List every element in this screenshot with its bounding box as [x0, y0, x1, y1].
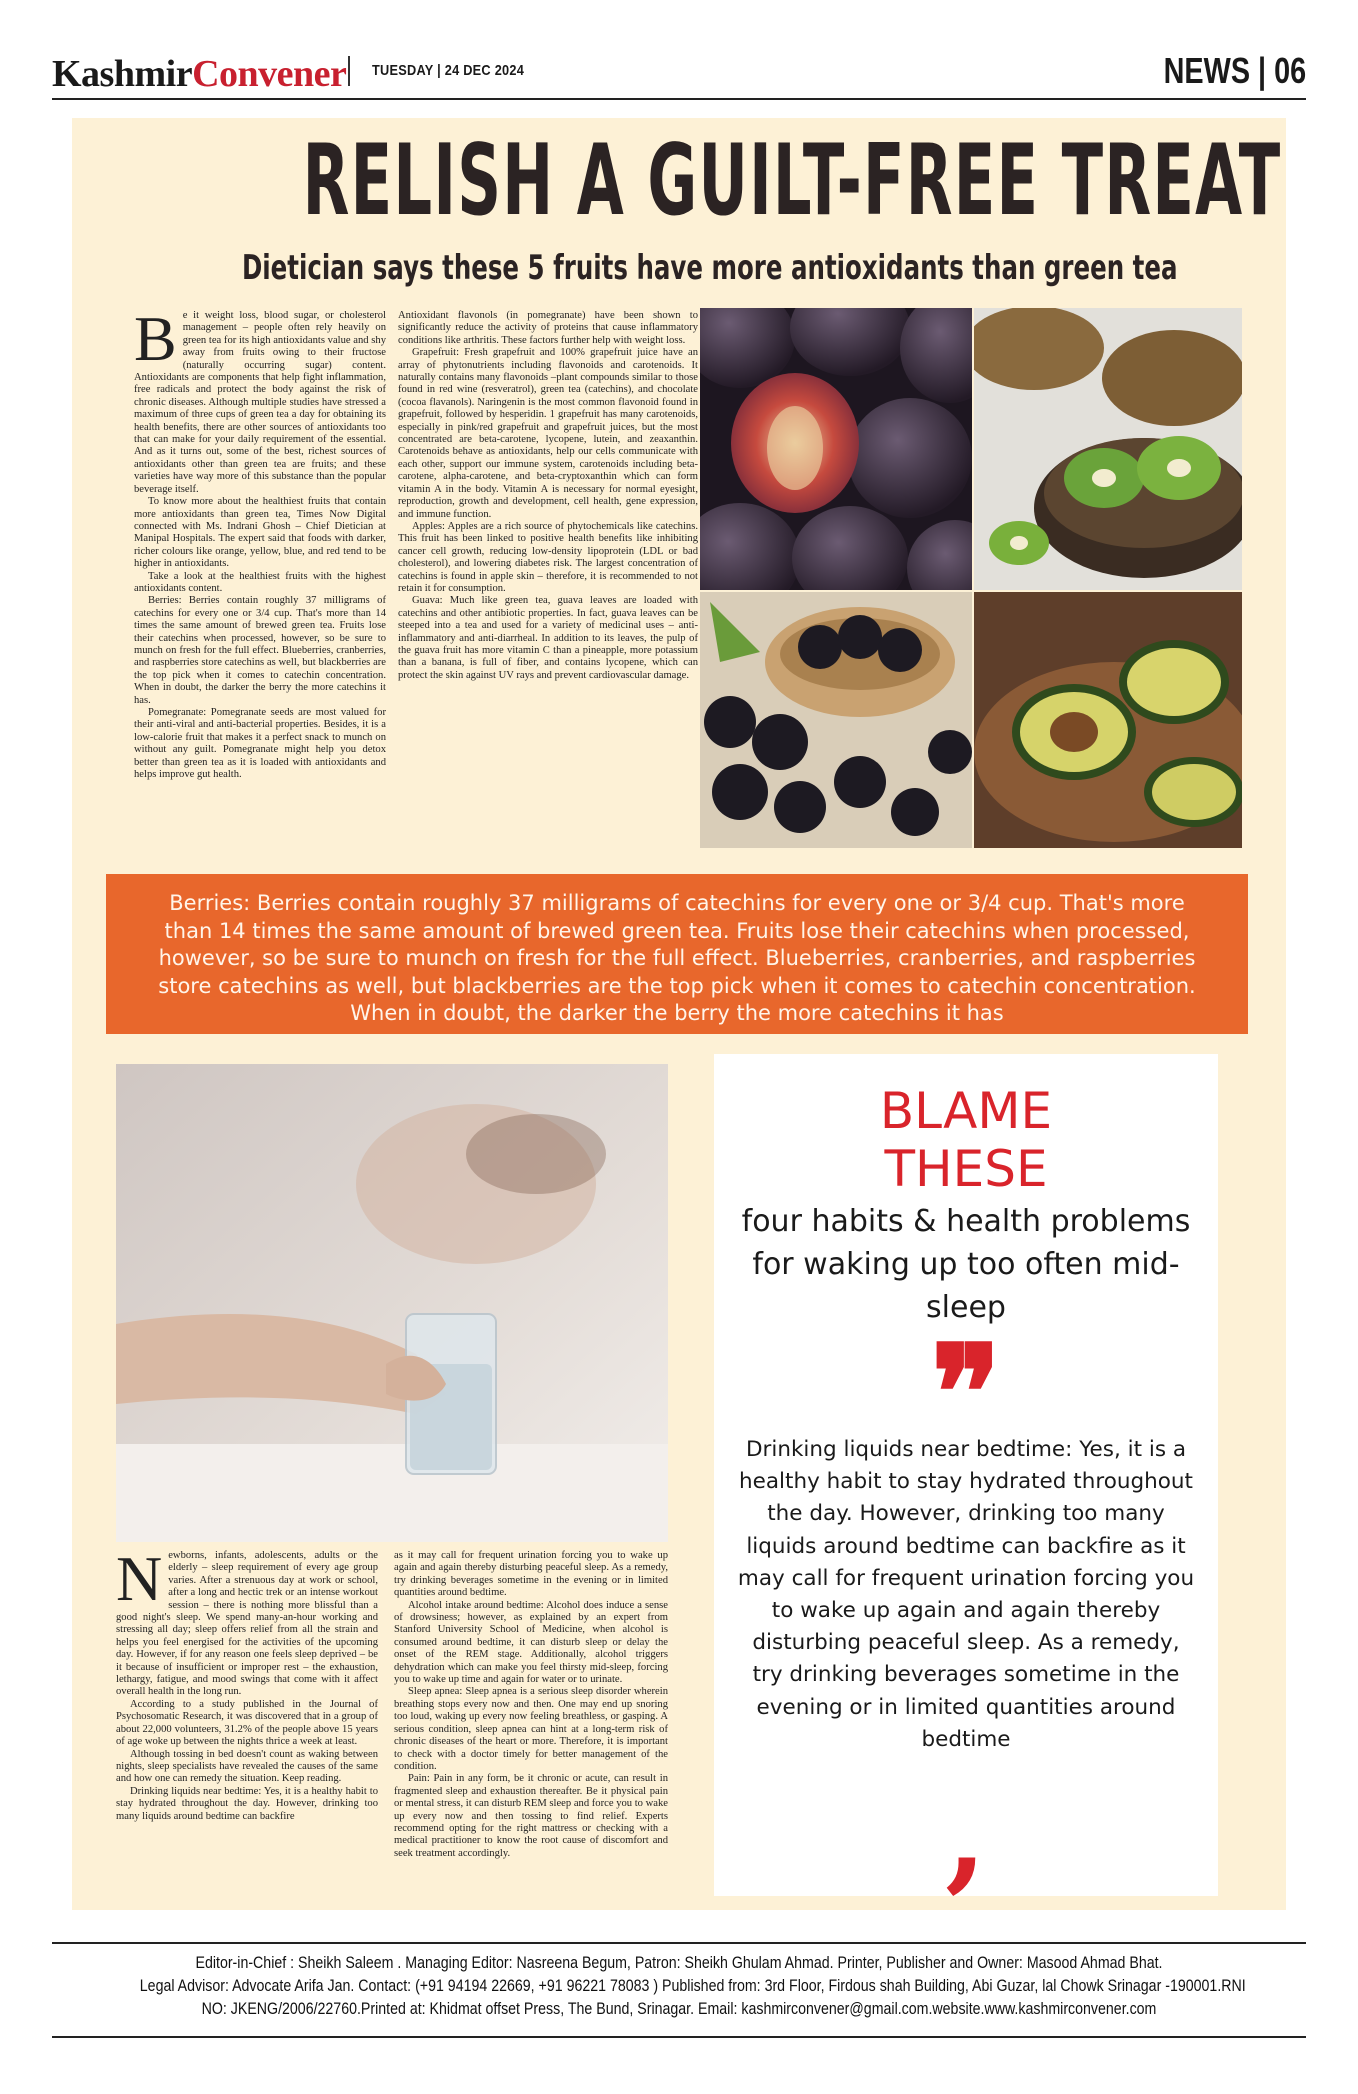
paragraph: as it may call for frequent urination forcing you to wake up again and again thereby disturbing peaceful sleep. As a remedy, try drinking beverages sometime in the evening or in limited quantities around bedtime.: [394, 1550, 668, 1599]
sleep-water-glass-photo: [116, 1064, 668, 1542]
paragraph: ewborns, infants, adolescents, adults or the elderly – sleep requirement of every age group varies. After a strenuous day at work or school, after a long and hectic trek or an intense workout session – there is nothing more blissful than a good night's sleep. We spend many-an-hour working and stressing all day; sleep offers relief from all the strain and helps you feel energised for the activities of the upcoming day. However, if for any reason one feels sleep deprived – be it because of insufficient or improper rest – the exhaustion, lethargy, fatigue, and mood swings that come with it affect overall health in the long run.: [116, 1550, 378, 1698]
open-quote-icon: ❞: [931, 1316, 1001, 1469]
paragraph: Drinking liquids near bedtime: Yes, it is a healthy habit to stay hydrated throughout the day. However, drinking too many liquids around bedtime can backfire: [116, 1785, 378, 1822]
avocado-image: [974, 592, 1242, 848]
box-title-line1: BLAME: [879, 1082, 1053, 1140]
pullquote-band: Berries: Berries contain roughly 37 milligrams of catechins for every one or 3/4 cup. That's more than 14 times the same amount of brewed green tea. Fruits lose their catechins when processed, however, so be sure to munch on fresh for the full effect. Blueberries, cranberries, and raspberries store catechins as well, but blackberries are the top pick when it comes to catechin concentration. When in doubt, the darker the berry the more catechins it has: [106, 874, 1248, 1034]
paragraph: Pomegranate: Pomegranate seeds are most valued for their anti-viral and anti-bacterial properties. Besides, it is a low-calorie fruit that makes it a perfect snack to munch on without any guilt. Pomegranate might help you detox better than green tea as it is loaded with antioxidants and helps improve gut health.: [134, 707, 386, 781]
paragraph: Take a look at the healthiest fruits with the highest antioxidants content.: [134, 570, 386, 594]
paragraph: Sleep apnea: Sleep apnea is a serious sleep disorder wherein breathing stops every now and then. One may end up snoring too loud, waking up every now feeling breathless, or gasping. A serious condition, sleep apnea can hint at a long-term risk of chronic diseases of the heart or more. Therefore, it is important to check with a doctor timely for better management of the condition.: [394, 1686, 668, 1772]
issue-date: TUESDAY | 24 DEC 2024: [372, 62, 525, 79]
footer-rule-bottom: [52, 2036, 1306, 2038]
paragraph: Apples: Apples are a rich source of phytochemicals like catechins. This fruit has been linked to positive health benefits like inhibiting cancer cell growth, reducing low-density lipoprotein (LDL or bad cholesterol), and lowering diabetes risk. The largest concentration of catechins is found in apple skin – therefore, it is recommended to not retain it for consumption.: [398, 520, 698, 594]
box-title-line2: THESE: [884, 1140, 1048, 1198]
brand-first: Kashmir: [52, 53, 193, 95]
dropcap: B: [134, 303, 177, 374]
dropcap: N: [116, 1543, 163, 1614]
article1-column-1: [134, 303, 386, 781]
article1-column-2: [398, 310, 698, 682]
article2-column-2: [394, 1550, 668, 1860]
paragraph: Antioxidant flavonols (in pomegranate) have been shown to significantly reduce the activity of proteins that cause inflammatory conditions like arthritis. These factors further help with weight loss.: [398, 310, 698, 346]
box-body: Drinking liquids near bedtime: Yes, it is a healthy habit to stay hydrated throughout the day. However, drinking too many liquids around bedtime can backfire as it may call for frequent urination forcing you to wake up again and again thereby disturbing peaceful sleep. As a remedy, try drinking beverages sometime in the evening or in limited quantities around bedtime: [737, 1437, 1195, 1752]
paragraph: Pain: Pain in any form, be it chronic or acute, can result in fragmented sleep and exhaustion thereafter. Be it physical pain or mental stress, it can disturb REM sleep and force you to wake up every now and then tossing to find relief. Experts recommend opting for the right mattress or checking with a medical practitioner to know the root cause of discomfort and seek treatment accordingly.: [394, 1773, 668, 1859]
paragraph: Guava: Much like green tea, guava leaves are loaded with catechins and other antibiotic properties. In fact, guava leaves can be steeped into a tea and used for a variety of medicinal uses – anti-inflammatory and anti-diarrheal. In addition to its leaves, the pulp of the guava fruit has more vitamin C than a pineapple, more potassium than a banana, is full of fiber, and contains lycopene, which can protect the skin against UV rays and prevent cardiovascular damage.: [398, 595, 698, 681]
figs-image: [700, 308, 972, 590]
paragraph: e it weight loss, blood sugar, or cholesterol management – people often rely heavily on green tea for its high antioxidants value and shy away from fruits owing to their fructose (naturally occurring sugar) content. Antioxidants are components that help fight inflammation, free radicals and protect the body against the risk of chronic diseases. Although multiple studies have stressed a maximum of three cups of green tea a day for obtaining its health benefits, there are other sources of antioxidants too that can make for your daily requirement of the essential. And as it turns out, some of the best, richest sources of antioxidants other than green tea are fruits; and these varieties have way more of this substance than the popular beverage itself.: [134, 310, 386, 495]
imprint-line: NO: JKENG/2006/22760.Printed at: Khidmat offset Press, The Bund, Srinagar. Email: kashmirconvener@gmail.com.website.www.kashmirconvener.com: [201, 2000, 1157, 2018]
masthead-divider: [348, 56, 350, 86]
section-page-label: NEWS | 06: [1163, 50, 1306, 91]
imprint-line: Editor-in-Chief : Sheikh Saleem . Managing Editor: Nasreena Begum, Patron: Sheikh Ghulam Ahmad. Printer, Publisher and Owner: Masood Ahmad Bhat.: [195, 1954, 1163, 1972]
masthead: [52, 48, 1306, 98]
imprint-line: Legal Advisor: Advocate Arifa Jan. Contact: (+91 94194 22669, +91 96221 78083 ) Published from: 3rd Floor, Firdous shah Building, Abi Guzar, lal Chowk Srinagar -190001.RNI: [139, 1977, 1246, 1995]
box-subtitle: four habits & health problems for waking up too often mid-sleep: [741, 1204, 1191, 1325]
brand-second: Convener: [192, 53, 347, 95]
headline: RELISH A GUILT-FREE TREAT: [302, 124, 1282, 238]
paragraph: To know more about the healthiest fruits that contain more antioxidants than green tea, Times Now Digital connected with Ms. Indrani Ghosh – Chief Dietician at Manipal Hospitals. The expert said that foods with darker, richer colours like orange, yellow, blue, and red tend to be higher in antioxidants.: [134, 496, 386, 570]
imprint-footer: [52, 1952, 1306, 2021]
footer-rule-top: [52, 1942, 1306, 1944]
close-quote-icon: ,: [945, 1764, 987, 1905]
box-title: [714, 1082, 1218, 1198]
kiwi-image: [974, 308, 1242, 590]
paragraph: Although tossing in bed doesn't count as waking between nights, sleep specialists have revealed the causes of the same and how one can remedy the situation. Keep reading.: [116, 1748, 378, 1785]
paragraph: Alcohol intake around bedtime: Alcohol does induce a sense of drowsiness; however, as explained by an expert from Stanford University School of Medicine, when alcohol is consumed around bedtime, it can disturb sleep or delay the onset of the REM stage. Additionally, alcohol triggers dehydration which can make you feel thirsty mid-sleep, forcing you to wake up time and again for water or to urinate.: [394, 1599, 668, 1686]
fruit-photo-collage: [700, 308, 1242, 848]
paragraph: Berries: Berries contain roughly 37 milligrams of catechins for every one or 3/4 cup. That's more than 14 times the same amount of brewed green tea. Fruits lose their catechins when processed, however, so be sure to munch on fresh for the full effect. Blueberries, cranberries, and raspberries store catechins as well, but blackberries are the top pick when it comes to catechin concentration. When in doubt, the darker the berry the more catechins it has.: [134, 595, 386, 706]
article2-column-1: [116, 1543, 378, 1823]
paragraph: Grapefruit: Fresh grapefruit and 100% grapefruit juice have an array of phytonutrients including flavonoids and carotenoids. It naturally contains many flavonoids –plant compounds similar to those found in red wine (resveratrol), green tea (catechins), and chocolate (cocoa flavanols). Naringenin is the most common flavonoid found in grapefruit, followed by hesperidin. 1 grapefruit has many carotenoids, especially in pink/red grapefruit and grapefruit juices, but the most concentrated are beta-carotene, lycopene, lutein, and zeaxanthin. Carotenoids behave as antioxidants, help our cells communicate with each other, support our immune system, carotenoids including beta-carotene, alpha-carotene, and beta-cryptoxanthin which can form vitamin A in the body. Vitamin A is necessary for normal eyesight, reproduction, growth and development, cell health, gene expression, and immune function.: [398, 347, 698, 520]
blackberries-image: [700, 592, 972, 848]
newspaper-logo[interactable]: [52, 52, 346, 96]
paragraph: According to a study published in the Journal of Psychosomatic Research, it was discovered that in a group of about 22,000 volunteers, 31.2% of the people above 15 years of age woke up between the nights thrice a week at least.: [116, 1698, 378, 1748]
subheadline: Dietician says these 5 fruits have more antioxidants than green tea: [241, 248, 1178, 288]
masthead-rule: [52, 98, 1306, 100]
